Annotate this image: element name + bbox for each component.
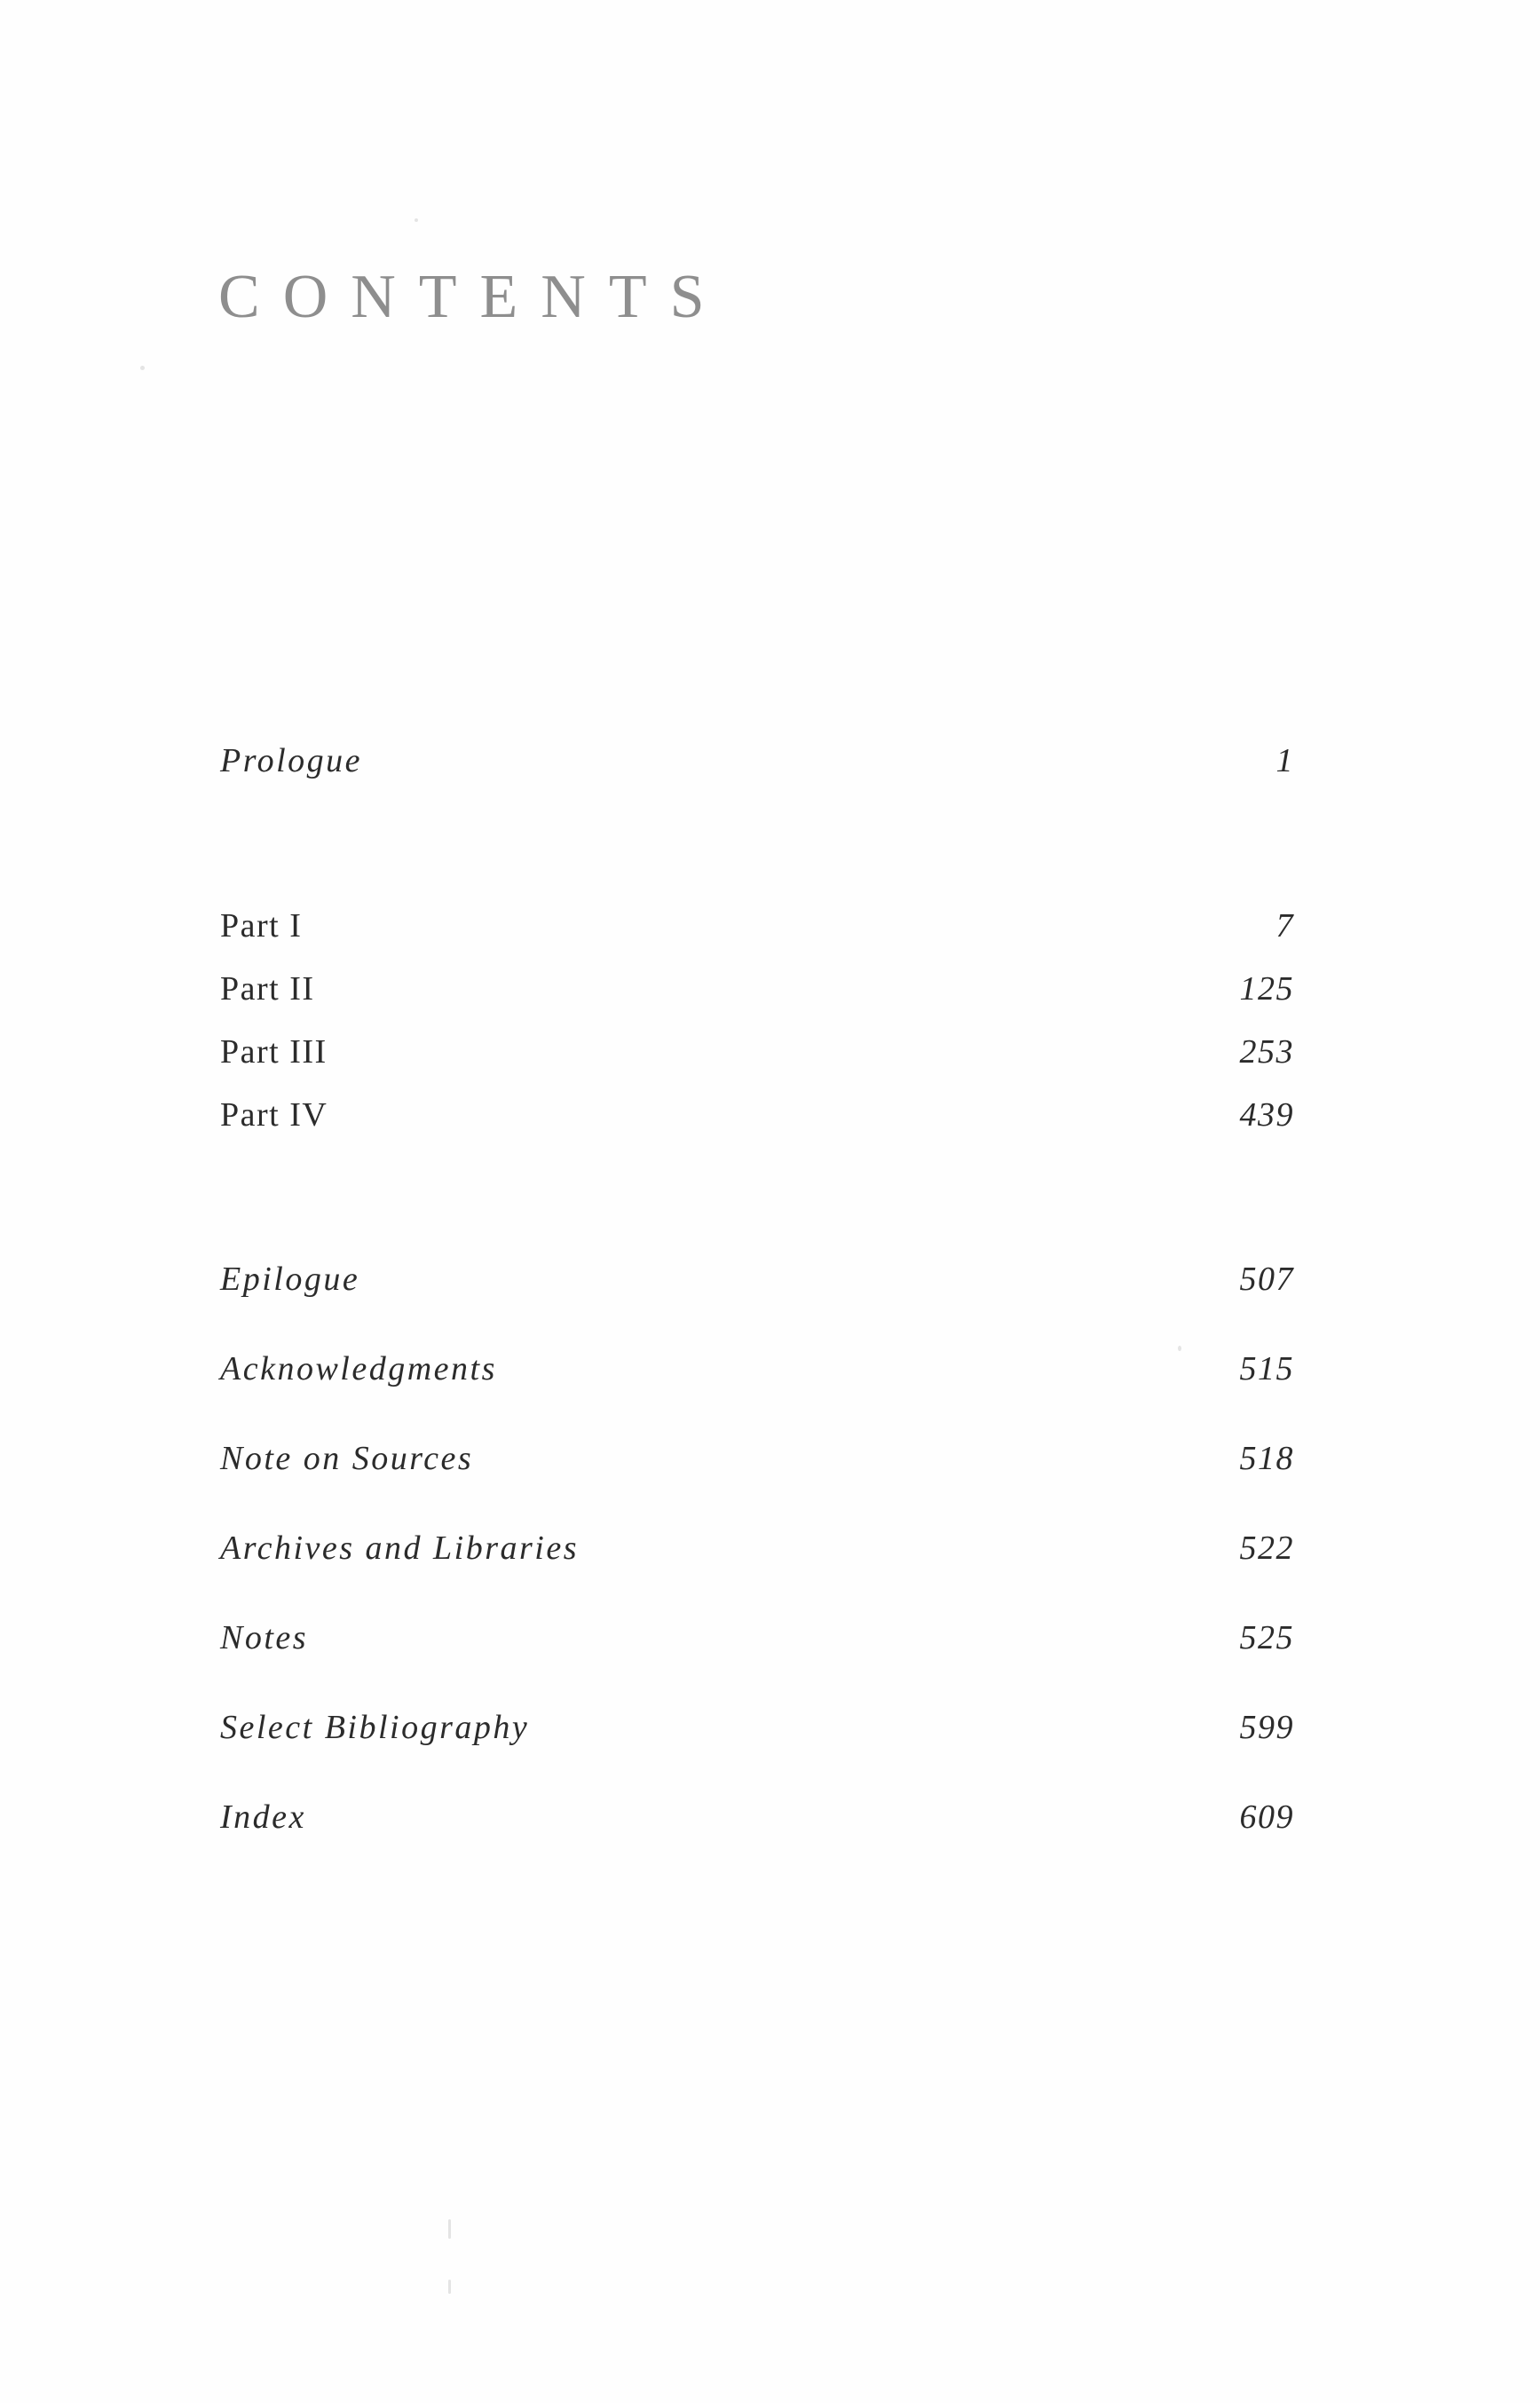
toc-entry-epilogue[interactable] bbox=[220, 1254, 1294, 1304]
toc-entry-title: Notes bbox=[220, 1619, 309, 1656]
toc-entry-page: 7 bbox=[1275, 907, 1294, 945]
toc-entry-title: Part I bbox=[220, 907, 303, 945]
toc-entry-title: Note on Sources bbox=[220, 1440, 474, 1477]
toc-entry-title: Index bbox=[220, 1798, 306, 1836]
toc-entry-archives-and-libraries[interactable] bbox=[220, 1523, 1294, 1573]
toc-entry-page: 439 bbox=[1239, 1096, 1294, 1134]
toc-entry-page: 253 bbox=[1239, 1033, 1294, 1071]
toc-entry-index[interactable] bbox=[220, 1792, 1294, 1842]
toc-entry-note-on-sources[interactable] bbox=[220, 1434, 1294, 1483]
toc-entry-title: Part II bbox=[220, 970, 315, 1008]
toc-entry-page: 525 bbox=[1239, 1619, 1294, 1656]
scan-speck bbox=[415, 218, 418, 222]
toc-entry-title: Part III bbox=[220, 1033, 328, 1071]
page-title: CONTENTS bbox=[218, 263, 728, 331]
toc-entry-title: Select Bibliography bbox=[220, 1709, 530, 1746]
toc-entry-page: 522 bbox=[1239, 1530, 1294, 1567]
toc-entry-part-1[interactable] bbox=[220, 901, 1294, 951]
toc-entry-title: Part IV bbox=[220, 1096, 328, 1134]
toc-entry-part-2[interactable] bbox=[220, 964, 1294, 1014]
toc-entry-title: Epilogue bbox=[220, 1261, 360, 1298]
toc-entry-page: 515 bbox=[1239, 1350, 1294, 1387]
toc-entry-title: Prologue bbox=[220, 742, 363, 779]
toc-entry-page: 1 bbox=[1275, 742, 1294, 779]
toc-entry-prologue[interactable] bbox=[220, 736, 1294, 786]
scan-speck bbox=[448, 2219, 451, 2239]
scan-speck bbox=[448, 2280, 451, 2294]
scan-speck bbox=[140, 366, 145, 370]
toc-entry-part-3[interactable] bbox=[220, 1027, 1294, 1077]
toc-entry-page: 599 bbox=[1239, 1709, 1294, 1746]
toc-entry-title: Acknowledgments bbox=[220, 1350, 497, 1387]
toc-entry-notes[interactable] bbox=[220, 1613, 1294, 1663]
toc-entry-page: 518 bbox=[1239, 1440, 1294, 1477]
toc-entry-acknowledgments[interactable] bbox=[220, 1344, 1294, 1394]
toc-entry-page: 125 bbox=[1239, 970, 1294, 1008]
toc-entry-page: 609 bbox=[1239, 1798, 1294, 1836]
toc-entry-select-bibliography[interactable] bbox=[220, 1703, 1294, 1752]
toc-entry-page: 507 bbox=[1239, 1261, 1294, 1298]
toc-entry-part-4[interactable] bbox=[220, 1090, 1294, 1140]
toc-entry-title: Archives and Libraries bbox=[220, 1530, 580, 1567]
